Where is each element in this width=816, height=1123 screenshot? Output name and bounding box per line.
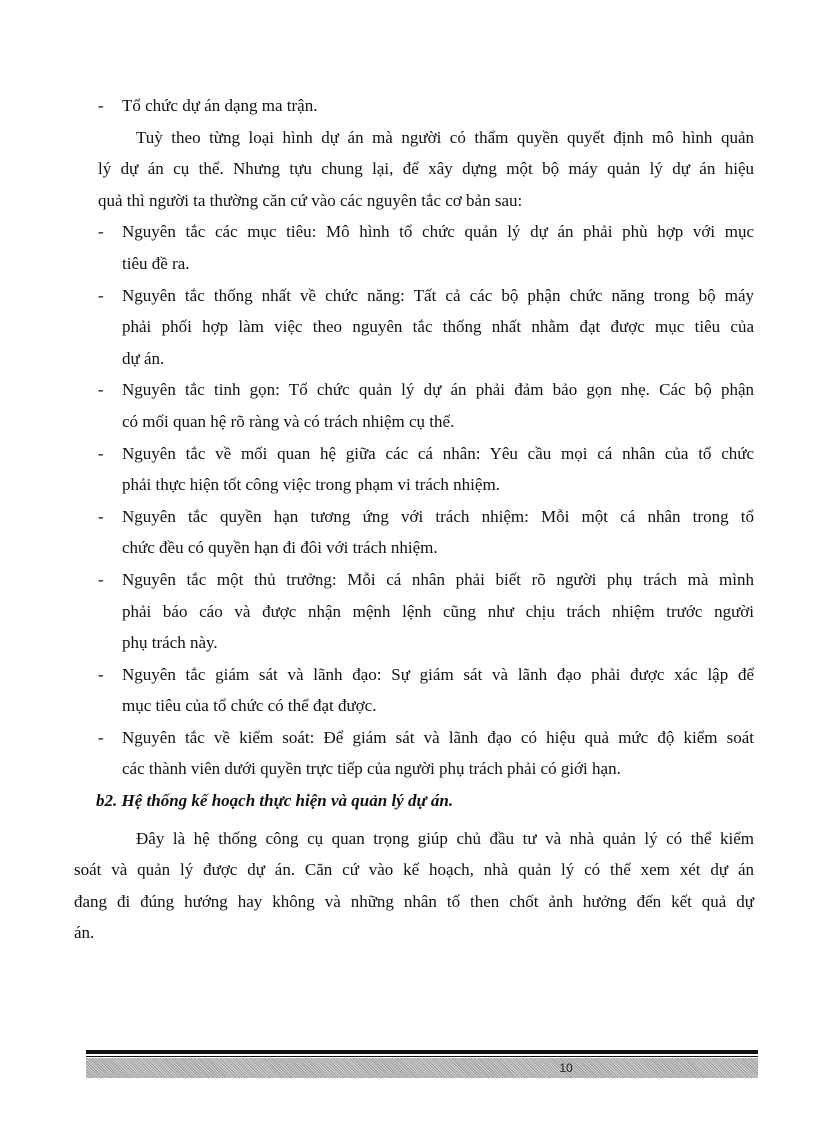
bullet-item [98, 564, 754, 596]
text-line: phải báo cáo và được nhận mệnh lệnh cũng như chịu trách nhiệm trước người [122, 601, 754, 621]
text-line: phải phối hợp làm việc theo nguyên tắc thống nhất nhằm đạt được mục tiêu của [122, 317, 754, 337]
bullet-dash: - [98, 664, 104, 684]
bullet-item [98, 659, 754, 691]
footer-rule-thin [86, 1056, 758, 1057]
text-line: Nguyên tắc các mục tiêu: Mô hình tổ chức quản lý dự án phải phù hợp với mục [122, 222, 754, 242]
bullet-item [98, 501, 754, 533]
bullet-item [98, 722, 754, 754]
bullet-dash: - [98, 506, 104, 526]
paragraph-first-line: Đây là hệ thống công cụ quan trọng giúp chủ đầu tư và nhà quản lý có thể kiểm [136, 828, 754, 848]
text-line: Tổ chức dự án dạng ma trận. [122, 96, 318, 115]
bullet-dash: - [98, 222, 104, 242]
body-text [74, 90, 754, 949]
page-number: 10 [559, 1061, 573, 1075]
bullet-dash: - [98, 727, 104, 747]
footer-rule [86, 1050, 758, 1054]
text-line: Nguyên tắc về kiểm soát: Để giám sát và lãnh đạo có hiệu quả mức độ kiểm soát [122, 727, 754, 747]
text-line: quả thì người ta thường căn cứ vào các nguyên tắc cơ bản sau: [98, 190, 523, 210]
text-line: đang đi đúng hướng hay không và những nhân tố then chốt ảnh hưởng đến kết quả dự [74, 891, 754, 911]
text-line: Nguyên tắc tinh gọn: Tổ chức quản lý dự án phải đảm bảo gọn nhẹ. Các bộ phận [122, 380, 754, 400]
text-line: Nguyên tắc thống nhất về chức năng: Tất cả các bộ phận chức năng trong bộ máy [122, 285, 754, 305]
text-line: mục tiêu của tổ chức có thể đạt được. [122, 696, 377, 716]
bullet-dash: - [98, 380, 104, 400]
bullet-item [98, 216, 754, 248]
bullet-item [98, 374, 754, 406]
text-line: các thành viên dưới quyền trực tiếp của người phụ trách phải có giới hạn. [122, 759, 621, 779]
paragraph-first-line: Tuỳ theo từng loại hình dự án mà người có thẩm quyền quyết định mô hình quản [136, 127, 754, 147]
text-line: án. [74, 923, 95, 943]
text-line: phụ trách này. [122, 633, 218, 653]
text-line: tiêu đề ra. [122, 253, 190, 273]
text-line: Nguyên tắc một thủ trưởng: Mỗi cá nhân phải biết rõ người phụ trách mà mình [122, 569, 754, 589]
text-line: lý dự án cụ thể. Nhưng tựu chung lại, để xây dựng một bộ máy quản lý dự án hiệu [98, 159, 754, 179]
bullet-dash: - [98, 443, 104, 463]
bullet-item [98, 90, 754, 122]
text-line: có mối quan hệ rõ ràng và có trách nhiệm cụ thể. [122, 411, 455, 431]
bullet-dash: - [98, 285, 104, 305]
bullet-dash: - [98, 96, 104, 115]
text-line: Nguyên tắc giám sát và lãnh đạo: Sự giám sát và lãnh đạo phải được xác lập để [122, 664, 754, 684]
text-line: soát và quản lý được dự án. Căn cứ vào kế hoạch, nhà quản lý có thể xem xét dự án [74, 860, 754, 880]
text-line: Nguyên tắc về mối quan hệ giữa các cá nhân: Yêu cầu mọi cá nhân của tổ chức [122, 443, 754, 463]
text-line: phải thực hiện tốt công việc trong phạm vi trách nhiệm. [122, 475, 500, 495]
section-heading: b2. Hệ thống kế hoạch thực hiện và quản lý dự án. [96, 791, 454, 811]
text-line: chức đều có quyền hạn đi đôi với trách nhiệm. [122, 538, 438, 558]
bullet-item [98, 438, 754, 470]
text-line: dự án. [122, 348, 165, 368]
bullet-dash: - [98, 569, 104, 589]
bullet-item [98, 280, 754, 312]
footer-band [86, 1058, 758, 1078]
text-line: Nguyên tắc quyền hạn tương ứng với trách nhiệm: Mỗi một cá nhân trong tổ [122, 506, 754, 526]
